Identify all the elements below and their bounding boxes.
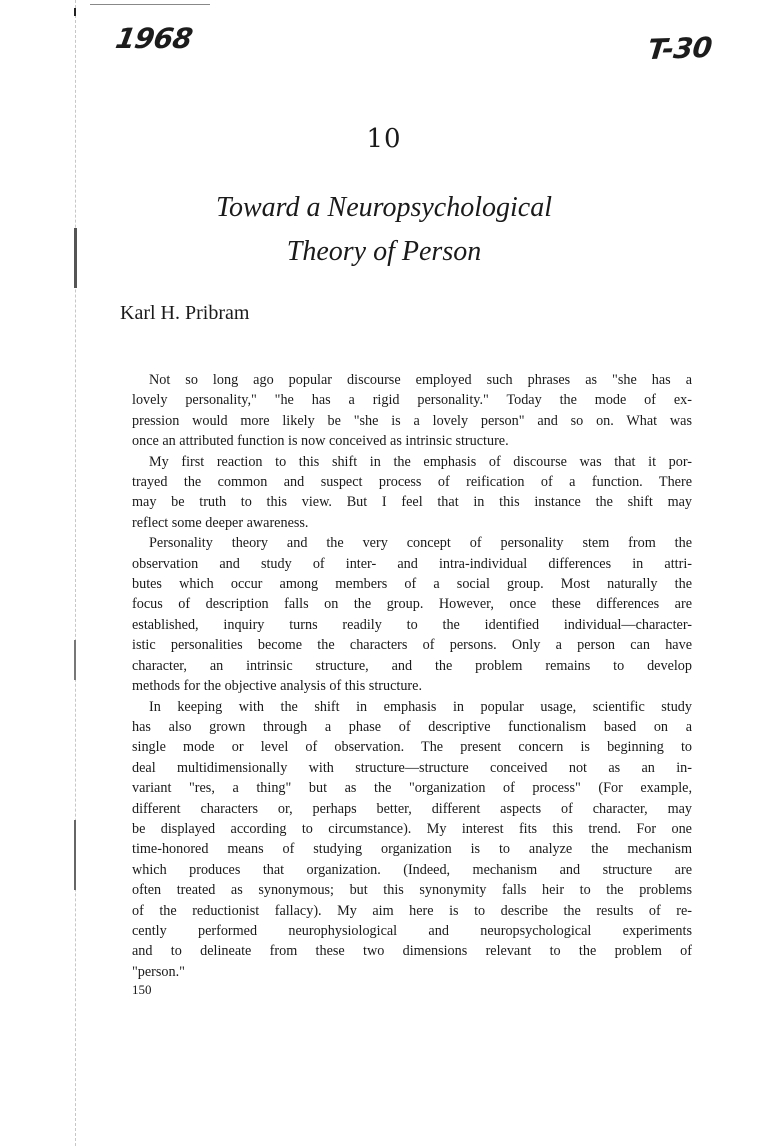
text-line: character, an intrinsic structure, and the problem remains to develop	[132, 657, 692, 674]
text-line: time-honored means of studying organization is to analyze the mechanism	[132, 841, 692, 858]
text-line: often treated as synonymous; but this synonymity falls heir to the problems	[132, 882, 692, 899]
paragraph	[132, 697, 692, 983]
page-number: 150	[132, 982, 152, 997]
chapter-title-line-1: Toward a Neuropsychological	[215, 192, 552, 223]
text-line: focus of description falls on the group. However, once these differences are	[132, 596, 692, 613]
text-line: observation and study of inter- and intra-individual differences in attri-	[132, 555, 692, 572]
text-line: single mode or level of observation. The present concern is beginning to	[132, 739, 692, 756]
chapter-title-line-2: Theory of Person	[286, 236, 482, 267]
text-line: Personality theory and the very concept of personality stem from the	[149, 535, 692, 552]
text-line: istic personalities become the characters of persons. Only a person can have	[132, 637, 692, 654]
text-line: In keeping with the shift in emphasis in popular usage, scientific study	[149, 698, 692, 715]
text-line: "person."	[132, 963, 185, 980]
author-name: Karl H. Pribram	[120, 302, 250, 324]
chapter-number: 10	[366, 124, 402, 154]
text-line: pression would more likely be "she is a lovely person" and so on. What was	[132, 412, 692, 429]
scan-mark	[74, 640, 76, 680]
text-line: methods for the objective analysis of this structure.	[132, 678, 422, 695]
text-line: different characters or, perhaps better, different aspects of character, may	[132, 800, 692, 817]
handwritten-code: T-30	[646, 30, 714, 67]
text-line: of the reductionist fallacy). My aim here is to describe the results of re-	[132, 902, 692, 919]
text-line: and to delineate from these two dimensions relevant to the problem of	[132, 943, 692, 960]
scan-mark	[74, 8, 76, 16]
paragraph	[132, 533, 692, 696]
text-line: reflect some deeper awareness.	[132, 514, 309, 531]
text-line: which produces that organization. (Indeed, mechanism and structure are	[132, 861, 692, 878]
text-line: established, inquiry turns readily to the identified individual—character-	[132, 616, 692, 633]
scan-mark	[90, 4, 210, 5]
text-line: My first reaction to this shift in the emphasis of discourse was that it por-	[149, 453, 692, 470]
paragraph	[132, 370, 692, 452]
handwritten-year: 1968	[113, 22, 195, 55]
paragraph	[132, 452, 692, 534]
text-line: deal multidimensionally with structure—structure conceived not as an in-	[132, 759, 692, 776]
scan-mark	[74, 820, 76, 890]
text-line: Not so long ago popular discourse employed such phrases as "she has a	[149, 372, 692, 388]
text-line: may be truth to this view. But I feel that in this instance the shift may	[132, 494, 692, 511]
text-line: butes which occur among members of a social group. Most naturally the	[132, 576, 692, 593]
text-line: trayed the common and suspect process of reification of a function. There	[132, 474, 692, 491]
text-line: has also grown through a phase of descriptive functionalism based on a	[132, 718, 692, 735]
body-text	[132, 370, 692, 982]
text-line: cently performed neurophysiological and neuropsychological experiments	[132, 922, 692, 939]
text-line: be displayed according to circumstance). My interest fits this trend. For one	[132, 820, 692, 837]
text-line: variant "res, a thing" but as the "organization of process" (For example,	[132, 780, 692, 797]
text-line: once an attributed function is now conceived as intrinsic structure.	[132, 433, 509, 450]
binding-edge	[75, 0, 76, 1146]
text-line: lovely personality," "he has a rigid personality." Today the mode of ex-	[132, 392, 692, 409]
